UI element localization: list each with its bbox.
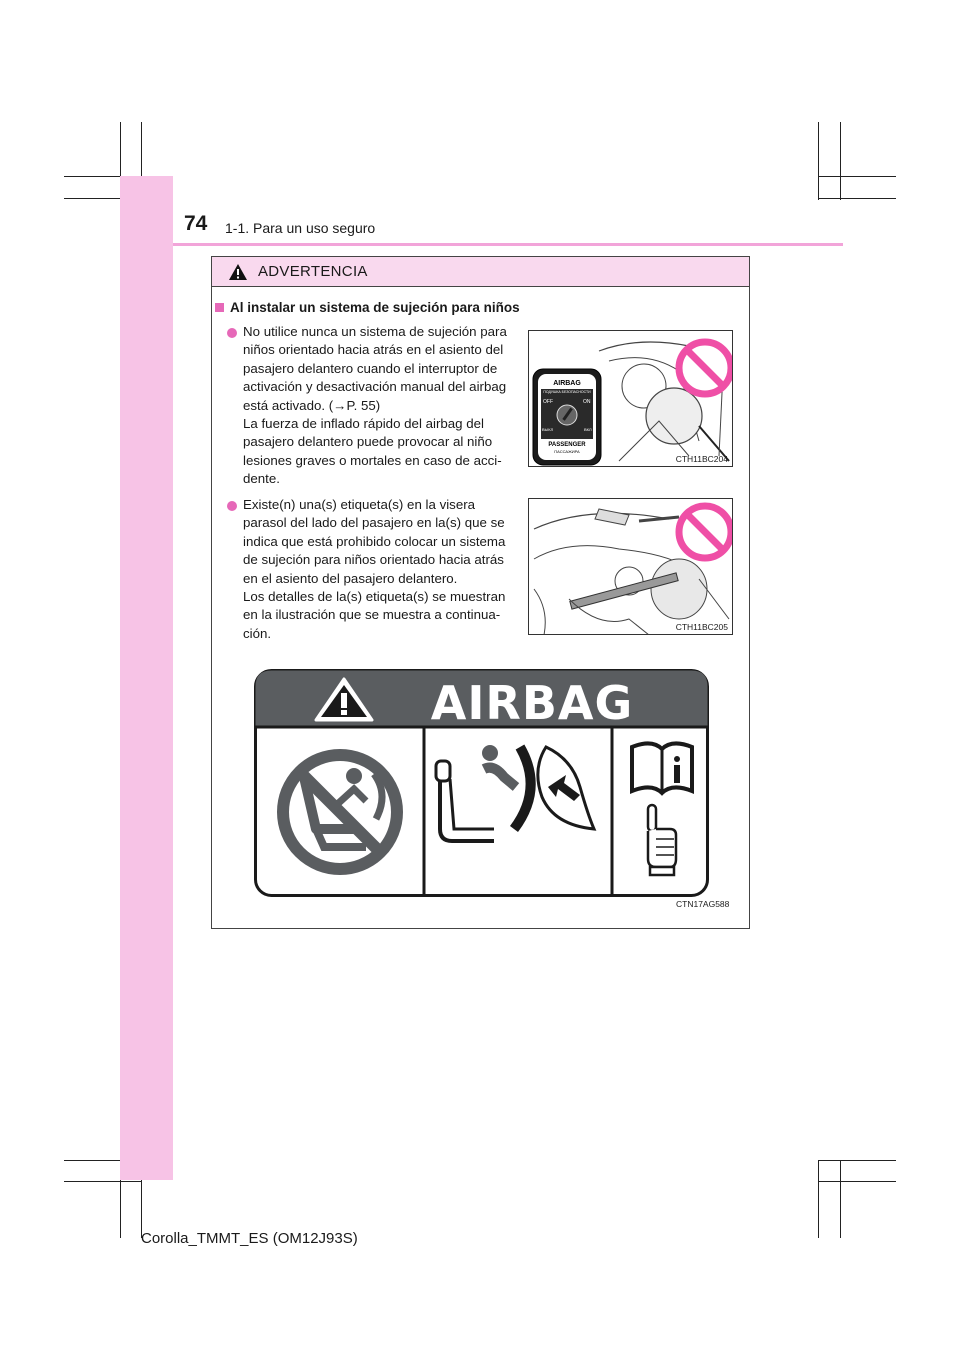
paragraph-line: pasajero delantero puede provocar al niño — [243, 434, 493, 450]
crop-mark — [840, 1160, 841, 1238]
crop-mark — [818, 1181, 896, 1182]
warning-heading — [215, 300, 520, 315]
figure-sun-visor — [528, 498, 733, 635]
section-title: 1-1. Para un uso seguro — [225, 220, 376, 236]
round-bullet-icon — [227, 328, 237, 338]
square-bullet-icon — [215, 303, 224, 312]
switch-passenger-ru-label: ПАССАЖИРА — [554, 449, 580, 454]
switch-off-label: OFF — [543, 399, 553, 405]
switch-passenger-label: PASSENGER — [548, 442, 586, 448]
crop-mark — [64, 1181, 142, 1182]
prohibition-icon — [679, 506, 731, 558]
crop-mark — [840, 122, 841, 200]
paragraph-line: ción. — [243, 625, 272, 641]
paragraph-line: La fuerza de inflado rápido del airbag del — [243, 416, 484, 432]
switch-off-ru-label: ВЫКЛ — [542, 427, 554, 432]
paragraph-line: niños orientado hacia atrás en el asiento del — [243, 342, 504, 358]
paragraph-line: Existe(n) una(s) etiqueta(s) en la visera — [243, 497, 476, 512]
crop-mark — [818, 176, 896, 177]
airbag-warning-label — [254, 669, 709, 897]
header-rule — [173, 243, 843, 246]
crop-mark — [818, 198, 896, 199]
crop-mark — [818, 1160, 819, 1238]
warning-paragraph — [243, 323, 515, 489]
switch-on-label: ON — [583, 399, 591, 405]
switch-on-ru-label: ВКЛ — [584, 427, 592, 432]
round-bullet-icon — [227, 501, 237, 511]
paragraph-line: Los detalles de la(s) etiqueta(s) se muestran — [243, 589, 506, 605]
footer-text: Corolla_TMMT_ES (OM12J93S) — [141, 1230, 358, 1247]
paragraph-line: pasajero delantero cuando el interruptor de — [243, 360, 498, 376]
warning-title: ADVERTENCIA — [258, 263, 368, 280]
side-tab-bar — [120, 176, 173, 1180]
dashboard-illustration — [529, 331, 733, 467]
paragraph-line: de sujeción para niños orientado hacia atrás — [243, 552, 504, 568]
paragraph-line: activación y desactivación manual del airbag — [243, 379, 507, 395]
warning-heading-text: Al instalar un sistema de sujeción para niños — [230, 300, 520, 315]
figure-code: CTH11BC204 — [675, 454, 728, 464]
figure-code: CTH11BC205 — [675, 622, 728, 632]
warning-paragraph — [243, 496, 515, 643]
warning-triangle-icon — [228, 263, 248, 281]
switch-subtitle: ПОДУШКА БЕЗОПАСНОСТИ — [543, 390, 591, 394]
manual-info-icon — [632, 743, 692, 793]
figure-airbag-switch — [528, 330, 733, 467]
cabin-illustration — [529, 499, 733, 635]
warning-header — [212, 257, 749, 287]
label-figure-code: CTN17AG588 — [676, 899, 730, 909]
paragraph-line: está activado. (→P. 55) — [243, 397, 381, 413]
paragraph-line: indica que está prohibido colocar un sistema — [243, 533, 506, 549]
paragraph-line: parasol del lado del pasajero en la(s) que se — [243, 515, 505, 531]
page-number: 74 — [184, 212, 208, 235]
no-child-seat-icon — [283, 755, 397, 869]
label-airbag-text: AIRBAG — [430, 676, 634, 730]
crop-mark — [818, 122, 819, 200]
crop-mark — [818, 1160, 896, 1161]
paragraph-line: lesiones graves o mortales en caso de acci- — [243, 452, 502, 468]
prohibition-icon — [679, 342, 731, 394]
paragraph-line: dente. — [243, 471, 280, 487]
paragraph-line: en el asiento del pasajero delantero. — [243, 570, 458, 586]
switch-title: AIRBAG — [553, 380, 581, 387]
paragraph-line: en la ilustración que se muestra a continua- — [243, 607, 501, 623]
paragraph-line: No utilice nunca un sistema de sujeción para — [243, 324, 507, 339]
